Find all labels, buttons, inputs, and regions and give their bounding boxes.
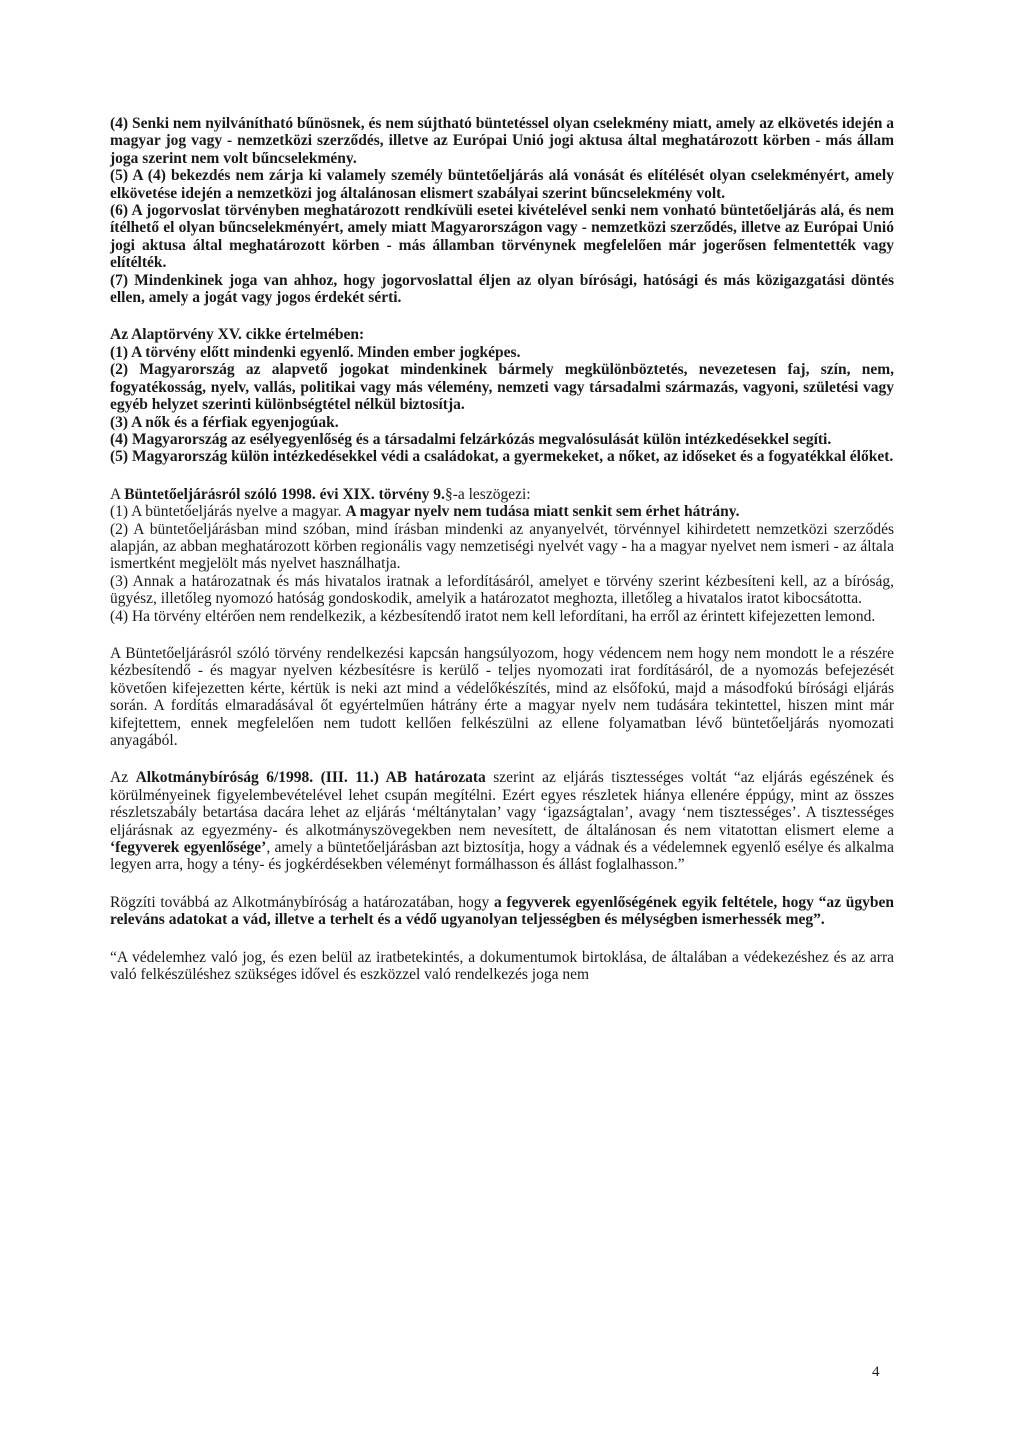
paragraph-article-4: (4) Senki nem nyilvánítható bűnösnek, és nem sújtható büntetéssel olyan cselekmény miatt, amely az elkövetés idején a magyar jog vagy - nemzetközi szerződés, illetve az Európai Unió jogi aktusa által meghatározott körben - más állam joga szerint nem volt bűncselekmény. <box>110 115 894 167</box>
ab-text-a: Az <box>110 769 136 787</box>
paragraph-xv-2: (2) Magyarország az alapvető jogokat mindenkinek bármely megkülönböztetés, nevezetesen faj, szín, nem, fogyatékosság, nyelv, vallás, politikai vagy más vélemény, nemzeti vagy társadalmi származás, vagyoni, születési vagy egyéb helyzet szerinti különbségtétel nélkül biztosítja. <box>110 361 894 414</box>
paragraph-xv-1: (1) A törvény előtt mindenki egyenlő. Minden ember jogképes. <box>110 343 521 361</box>
document-page <box>110 115 894 983</box>
paragraph-be-4: (4) Ha törvény eltérően nem rendelkezik, a kézbesítendő iratot nem kell lefordítani, ha erről az érintett kifejezetten lemond. <box>110 607 876 625</box>
paragraph-xv-4: (4) Magyarország az esélyegyenlőség és a társadalmi felzárkózás megvalósulását külön intézkedésekkel segíti. <box>110 430 832 448</box>
finding-text: Rögzíti továbbá az Alkotmánybíróság a határozatában, hogy <box>110 893 494 911</box>
intro-text-tail: §-a leszögezi: <box>444 485 531 503</box>
spacer <box>110 466 894 486</box>
paragraph-ab-finding <box>110 894 894 929</box>
paragraph-ab-decision <box>110 769 894 873</box>
paragraph-defence-right: “A védelemhez való jog, és ezen belül az iratbetekintés, a dokumentumok birtoklása, de általában a védekezéshez és az arra való felkészüléshez szükséges idővel és eszközzel való rendelkezés joga nem <box>110 948 894 984</box>
spacer <box>110 306 894 326</box>
spacer <box>110 749 894 769</box>
finding-emphasis: a fegyverek egyenlőségének egyik feltétele, hogy “az ügyben releváns adatokat a vád, illetve a terhelt és a védő ugyanolyan teljességben és mélységben ismerhessék meg”. <box>110 893 894 929</box>
spacer <box>110 625 894 645</box>
page-number: 4 <box>872 1364 880 1380</box>
spacer <box>110 874 894 894</box>
paragraph-be-2: (2) A büntetőeljárásban mind szóban, mind írásban mindenki az anyanyelvét, törvénnyel kihirdetett nemzetközi szerződés alapján, az abban meghatározott körben regionális vagy nemzetiségi nyelvét vagy - ha a magyar nyelvet nem ismeri - az általa ismertként megjelölt más nyelvet használhatja. <box>110 520 894 573</box>
ab-text-c: , amely a büntetőeljárásban azt biztosítja, hogy a vádnak és a védelemnek egyenlő esélye és alkalma legyen arra, hogy a tény- és jogkérdésekben véleményt formálhasson és állást foglalhasson.” <box>110 839 894 874</box>
ab-decision-reference: Alkotmánybíróság 6/1998. (III. 11.) AB határozata <box>135 769 486 787</box>
paragraph-be-1 <box>110 503 894 520</box>
ab-text-b: szerint az eljárás tisztességes voltát “az eljárás egészének és körülményeinek figyelembevételével lehet csupán megítélni. Ezért egyes részletek hiánya ellenére éppúgy, mint az összes részletszabály betartása dacára lehet az eljárás ‘méltánytalan’ vagy ‘igazságtalan’, avagy ‘nem tisztességes’. A tisztességes eljárásnak az egyezmény- és alkotmányszövegekben nem nevesített, de általánosan és nem vitatottan elismert eleme a <box>110 769 895 839</box>
ab-equality-of-arms: ‘fegyverek egyenlősége’ <box>110 839 267 857</box>
paragraph-article-6: (6) A jogorvoslat törvényben meghatározott rendkívüli esetei kivételével senki nem vonható büntetőeljárás alá, és nem ítélhető el olyan bűncselekményért, amely miatt Magyarországon vagy - nemzetközi szerződés, illetve az Európai Unió jogi aktusa által meghatározott körben - más államban törvénynek megfelelően már jogerősen felmentették vagy elítélték. <box>110 202 894 272</box>
paragraph-argument: A Büntetőeljárásról szóló törvény rendelkezési kapcsán hangsúlyozom, hogy védencem nem hogy nem mondott le a részére kézbesítendő - és magyar nyelven kézbesítésre is kerülő - teljes nyomozati irat fordításáról, de a nyomozás befejezését követően kifejezetten kérte, kértük is neki azt mind a védelőkészítés, mind az elsőfokú, majd a másodfokú bírósági eljárás során. A fordítás elmaradásával őt egyértelműen hátrány érte a magyar nyelv nem tudására tekintettel, hiszen mint már kifejtettem, ennek megfelelően nem tudott kellően felkészülni az ellene folyamatban lévő büntetőeljárás nyomozati anyagából. <box>110 644 894 749</box>
be-1-emphasis: A magyar nyelv nem tudása miatt senkit sem érhet hátrány. <box>345 503 740 521</box>
paragraph-xv-5: (5) Magyarország külön intézkedésekkel védi a családokat, a gyermekeket, a nőket, az időseket és a fogyatékkal élőket. <box>110 448 894 466</box>
paragraph-xv-3: (3) A nők és a férfiak egyenjogúak. <box>110 413 339 431</box>
spacer <box>110 929 894 949</box>
paragraph-article-7: (7) Mindenkinek joga van ahhoz, hogy jogorvoslattal éljen az olyan bírósági, hatósági és más közigazgatási döntés ellen, amely a jogát vagy jogos érdekét sérti. <box>110 271 894 307</box>
intro-law-reference: Büntetőeljárásról szóló 1998. évi XIX. törvény 9. <box>124 485 445 503</box>
paragraph-be-3: (3) Annak a határozatnak és más hivatalos iratnak a lefordításáról, amelyet e törvény szerint kézbesíteni kell, az a bíróság, ügyész, illetőleg nyomozó hatóság gondoskodik, amelyik a határozatot meghozta, illetőleg a hivatalos iratot kibocsátotta. <box>110 572 894 608</box>
section-heading-alaptorveny: Az Alaptörvény XV. cikke értelmében: <box>110 326 365 344</box>
paragraph-article-5: (5) A (4) bekezdés nem zárja ki valamely személy büntetőeljárás alá vonását és elítélését olyan cselekményért, amely elkövetése idején a nemzetközi jog általánosan elismert szabályai szerint bűncselekmény volt. <box>110 167 894 202</box>
section-intro-be-9 <box>110 486 894 503</box>
be-1-text: (1) A büntetőeljárás nyelve a magyar. <box>110 503 346 521</box>
intro-text: A <box>110 485 125 503</box>
